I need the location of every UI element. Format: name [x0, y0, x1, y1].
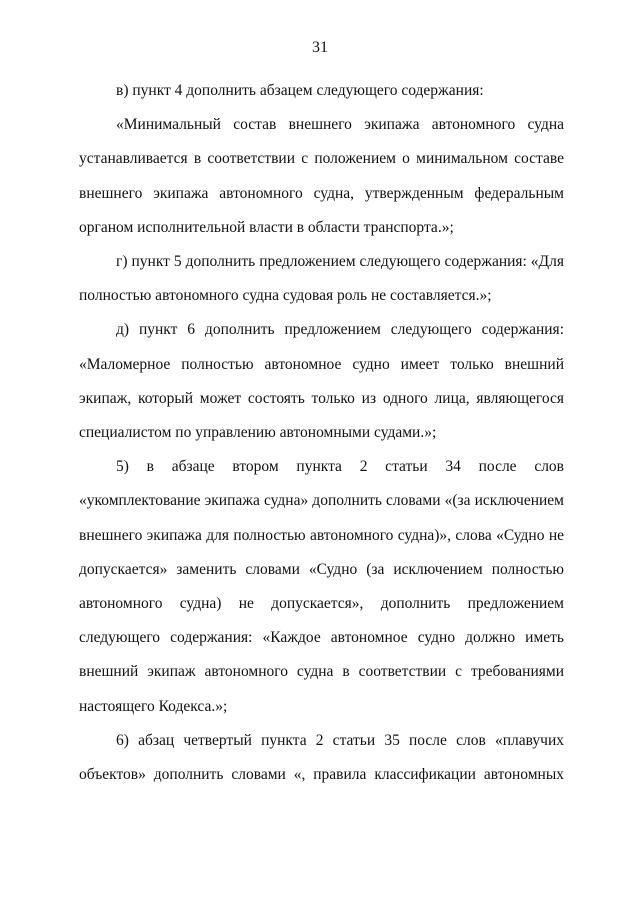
paragraph-item-g: г) пункт 5 дополнить предложением следующего содержания: «Для полностью автономного судна судовая роль не составляется.»;	[79, 253, 564, 305]
document-body	[79, 74, 564, 792]
paragraph-item-5: 5) в абзаце втором пункта 2 статьи 34 после слов «укомплектование экипажа судна» дополнить словами «(за исключением внешнего экипажа для полностью автономного судна)», слова «Судно не допускается» заменить словами «Судно (за исключением полностью автономного судна) не допускается», дополнить предложением следующего содержания: «Каждое автономное судно должно иметь внешний экипаж автономного судна в соответствии с требованиями настоящего Кодекса.»;	[79, 458, 564, 715]
paragraph-item-6: 6) абзац четвертый пункта 2 статьи 35 после слов «плавучих объектов» дополнить словами «, правила классификации автономных	[79, 731, 564, 784]
page-number: 31	[312, 39, 328, 56]
paragraph-item-v: в) пункт 4 дополнить абзацем следующего содержания:	[116, 82, 484, 99]
paragraph-quote-min-crew: «Минимальный состав внешнего экипажа автономного судна устанавливается в соответствии с положением о минимальном составе внешнего экипажа автономного судна, утвержденным федеральным органом исполнительной власти в области транспорта.»;	[79, 116, 564, 236]
paragraph-item-d: д) пункт 6 дополнить предложением следующего содержания: «Маломерное полностью автономное судно имеет только внешний экипаж, который может состоять только из одного лица, являющегося специалистом по управлению автономными судами.»;	[79, 321, 564, 442]
